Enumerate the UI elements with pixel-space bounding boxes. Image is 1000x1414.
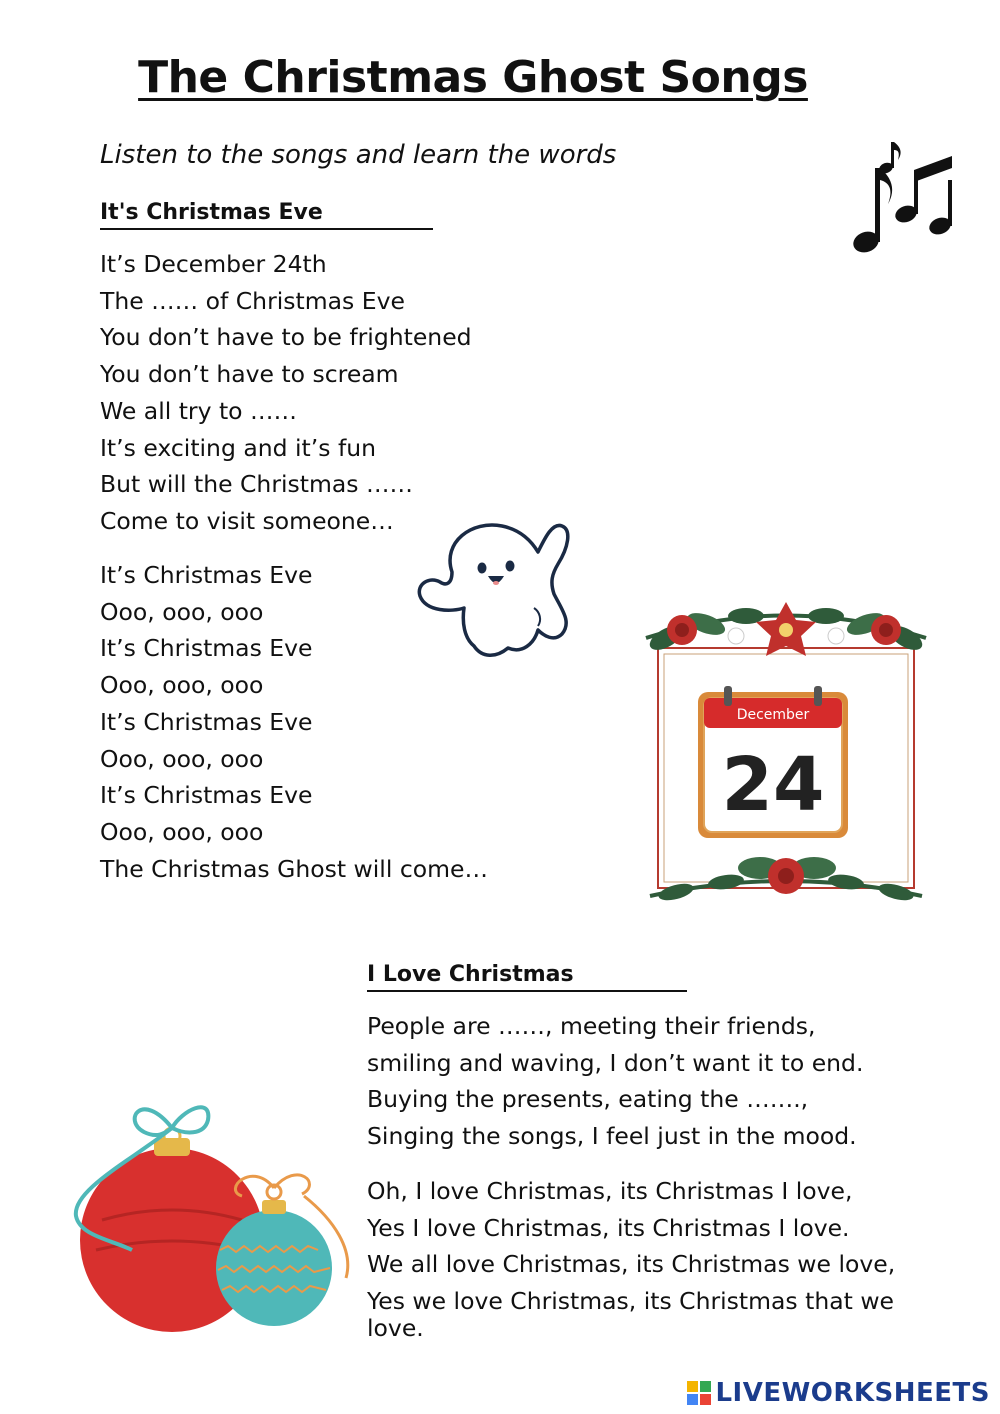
lyric-line: We all love Christmas, its Christmas we love,	[367, 1250, 896, 1279]
lyric-line: The Christmas Ghost will come…	[100, 854, 488, 883]
song2-chorus-end	[367, 1316, 424, 1340]
lyric-line: It’s exciting and it’s fun	[100, 433, 377, 462]
lyric-line: Buying the presents, eating the …….,	[367, 1085, 809, 1114]
liveworksheets-grid-icon	[686, 1380, 712, 1406]
lyric-line: It’s Christmas Eve	[100, 707, 313, 736]
lyric-line: But will the Christmas ……	[100, 470, 413, 499]
christmas-ornaments-icon	[72, 1100, 362, 1350]
calendar-month: December	[736, 707, 810, 723]
lyric-line: Singing the songs, I feel just in the mood.	[367, 1121, 857, 1150]
song2-verse	[367, 1008, 863, 1154]
lyric-line: The …… of Christmas Eve	[100, 286, 405, 315]
holly-garland-bottom-icon	[650, 857, 922, 903]
lyric-line: You don’t have to be frightened	[100, 323, 472, 352]
lyric-line: It’s Christmas Eve	[100, 781, 313, 810]
song1-verse	[100, 246, 472, 540]
lyric-line: It’s Christmas Eve	[100, 561, 313, 589]
brand-name: LIVEWORKSHEETS	[715, 1378, 990, 1408]
liveworksheets-logo	[686, 1378, 990, 1408]
lyric-line: smiling and waving, I don’t want it to end.	[367, 1048, 864, 1077]
lyric-line: Come to visit someone…	[100, 506, 394, 535]
page-title: The Christmas Ghost Songs	[138, 52, 808, 103]
song-title-i-love-christmas: I Love Christmas	[367, 961, 687, 992]
song-title-christmas-eve: It's Christmas Eve	[100, 199, 433, 230]
lyric-line: Ooo, ooo, ooo	[100, 744, 264, 773]
lyric-line: Yes we love Christmas, its Christmas that we	[367, 1286, 895, 1315]
calendar-december-24	[636, 598, 936, 918]
lyric-line: Ooo, ooo, ooo	[100, 671, 264, 700]
lyric-line: It’s Christmas Eve	[100, 634, 313, 663]
ghost-icon	[412, 512, 577, 662]
lyric-line: love.	[367, 1314, 424, 1342]
lyric-line: We all try to ……	[100, 396, 298, 425]
lyric-line: People are ……, meeting their friends,	[367, 1012, 816, 1040]
lyric-line: Ooo, ooo, ooo	[100, 597, 264, 626]
lyric-line: Oh, I love Christmas, its Christmas I love,	[367, 1177, 853, 1205]
music-notes-icon	[848, 138, 958, 260]
lyric-line: You don’t have to scream	[100, 360, 399, 389]
lyric-line: Ooo, ooo, ooo	[100, 817, 264, 846]
song2-chorus	[367, 1173, 895, 1319]
instruction-text: Listen to the songs and learn the words	[100, 140, 617, 170]
lyric-line: It’s December 24th	[100, 250, 327, 278]
lyric-line: Yes I love Christmas, its Christmas I love.	[367, 1213, 850, 1242]
calendar-day: 24	[721, 742, 825, 828]
